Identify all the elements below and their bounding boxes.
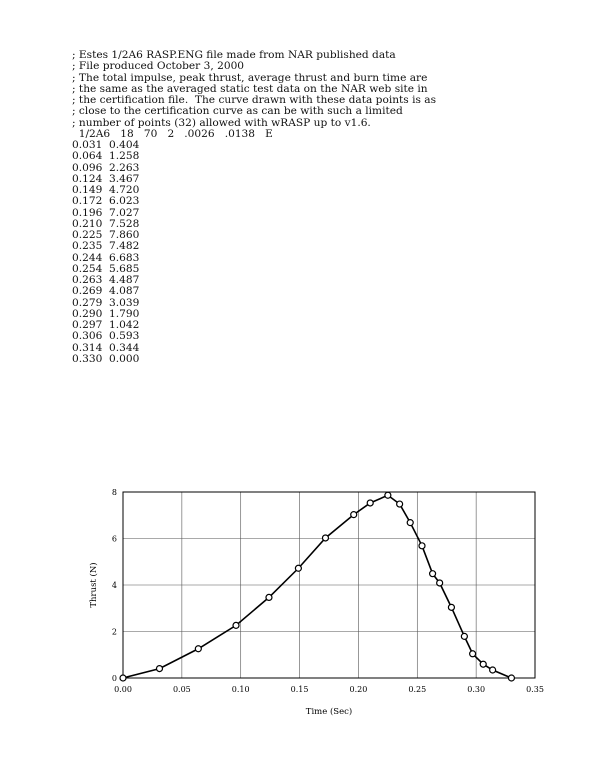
thrust-value: 0.404 <box>109 139 140 151</box>
time-value: 0.096 <box>72 161 103 174</box>
comment-line: ; close to the certification curve as can be with such a limited <box>72 105 403 118</box>
data-point <box>490 667 496 673</box>
x-tick-label: 0.05 <box>172 685 191 694</box>
comment-line: ; the same as the averaged static test data on the NAR web site in <box>72 82 428 95</box>
time-value: 0.235 <box>72 240 103 253</box>
data-point <box>120 675 126 681</box>
data-point <box>351 512 357 518</box>
time-value: 0.225 <box>72 229 103 241</box>
y-tick-label: 6 <box>111 534 117 544</box>
y-tick-label: 4 <box>111 581 117 590</box>
data-point <box>480 661 486 667</box>
x-axis-label: Time (Sec) <box>305 707 353 717</box>
engine-definition-line: 1/2A6 18 70 2 .0026 .0138 E <box>72 127 273 140</box>
time-value: 0.314 <box>72 341 103 354</box>
data-point <box>461 633 467 639</box>
y-tick-label: 8 <box>111 488 117 497</box>
comment-line: ; Estes 1/2A6 RASP.ENG file made from NAR published data <box>72 49 396 61</box>
time-value: 0.064 <box>72 150 103 163</box>
time-value: 0.279 <box>72 296 103 309</box>
thrust-value: 1.790 <box>109 307 140 320</box>
time-value: 0.254 <box>72 262 103 275</box>
data-point <box>266 594 272 600</box>
comment-line: ; File produced October 3, 2000 <box>72 60 245 73</box>
time-value: 0.244 <box>72 251 103 264</box>
thrust-value: 4.720 <box>109 184 140 196</box>
y-tick-label: 2 <box>111 627 117 637</box>
thrust-value: 0.344 <box>109 341 140 354</box>
thrust-value: 1.258 <box>109 150 140 163</box>
y-axis-label: Thrust (N) <box>89 562 99 608</box>
thrust-value: 6.023 <box>109 195 140 208</box>
thrust-value: 7.027 <box>109 206 140 219</box>
thrust-value: 7.528 <box>109 217 140 230</box>
thrust-value: 7.860 <box>109 229 140 241</box>
x-tick-label: 0.30 <box>467 685 486 694</box>
thrust-value: 6.683 <box>109 251 140 264</box>
thrust-value: 2.263 <box>109 161 140 174</box>
thrust-value: 0.000 <box>109 352 140 365</box>
thrust-value: 4.487 <box>109 274 140 286</box>
data-point <box>367 500 373 506</box>
data-point <box>448 604 454 610</box>
data-point <box>156 666 162 672</box>
thrust-value: 0.593 <box>109 330 140 343</box>
comment-line: ; The total impulse, peak thrust, average thrust and burn time are <box>72 71 428 84</box>
time-value: 0.172 <box>72 195 103 208</box>
time-value: 0.149 <box>72 184 103 196</box>
data-point <box>419 543 425 549</box>
data-point <box>233 622 239 628</box>
time-value: 0.124 <box>72 172 103 185</box>
time-value: 0.290 <box>72 307 103 320</box>
data-point <box>407 520 413 526</box>
data-point <box>385 492 391 498</box>
time-value: 0.306 <box>72 330 103 343</box>
time-value: 0.210 <box>72 217 103 230</box>
data-point <box>322 535 328 541</box>
time-value: 0.031 <box>72 139 103 151</box>
x-tick-label: 0.15 <box>290 685 309 694</box>
thrust-value: 3.467 <box>109 172 140 185</box>
data-point <box>397 501 403 507</box>
time-value: 0.269 <box>72 285 103 298</box>
data-point <box>470 651 476 657</box>
data-point <box>295 565 301 571</box>
data-point <box>430 571 436 577</box>
time-value: 0.297 <box>72 319 103 331</box>
time-value: 0.196 <box>72 206 103 219</box>
data-point <box>195 646 201 652</box>
thrust-series-line <box>123 495 511 678</box>
x-tick-label: 0.10 <box>231 685 250 694</box>
thrust-value: 5.685 <box>109 262 140 275</box>
x-tick-label: 0.00 <box>114 685 132 694</box>
time-value: 0.263 <box>72 274 103 286</box>
thrust-value: 3.039 <box>109 296 140 309</box>
x-tick-label: 0.20 <box>349 685 368 694</box>
data-point <box>437 580 443 586</box>
thrust-value: 4.087 <box>109 285 140 298</box>
comment-line: ; number of points (32) allowed with wRASP up to v1.6. <box>72 116 371 129</box>
comment-line: ; the certification file. The curve drawn with these data points is as <box>72 94 437 106</box>
x-tick-label: 0.35 <box>526 685 544 694</box>
data-point <box>508 675 514 681</box>
thrust-value: 1.042 <box>109 319 140 331</box>
time-value: 0.330 <box>72 352 103 365</box>
y-tick-label: 0 <box>111 674 117 683</box>
x-tick-label: 0.25 <box>408 685 427 694</box>
thrust-value: 7.482 <box>109 240 140 253</box>
